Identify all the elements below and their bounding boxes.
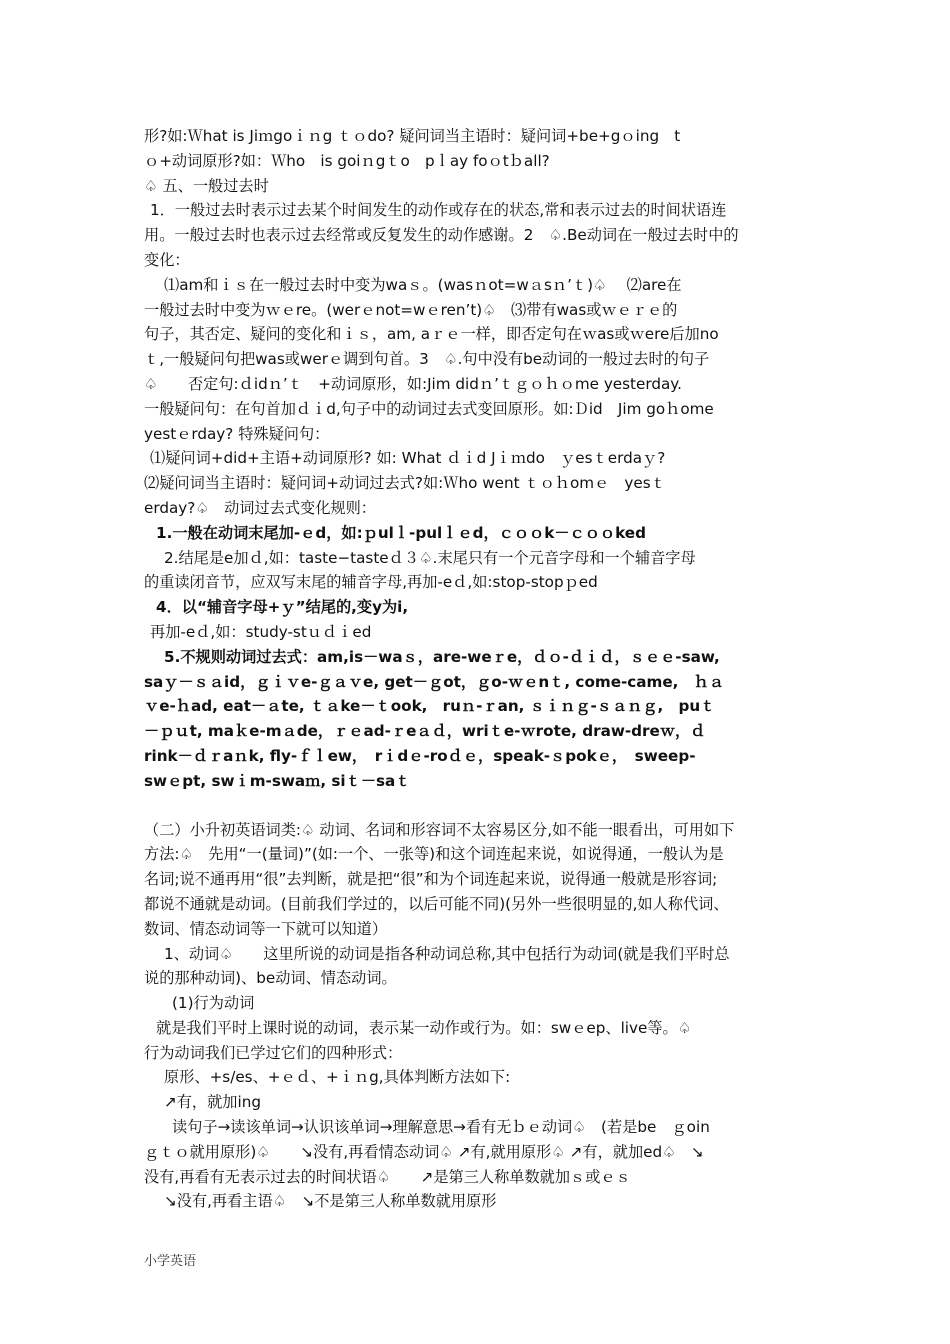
document-body [144, 124, 810, 1214]
text-line: swｅpt, swｉm-swaｍ, siｔ－saｔ [144, 771, 411, 790]
paragraph-gap [144, 794, 810, 818]
text-line: 再加-eｄ,如：study-stｕｄｉed [150, 622, 372, 641]
text-line: ♤ 否定句:ｄidｎ’ｔ +动词原形，如:Jim didｎ’ｔｇｏｈｏme yesterday. [144, 374, 682, 393]
text-line: 名词;说不通再用“很”去判断，就是把“很”和为个词连起来说，说得通一般就是形容词; [144, 870, 718, 889]
text-line: 4．以“辅音字母+ｙ”结尾的,变y为i, [156, 598, 409, 617]
text-line: ⑴疑问词+did+主语+动词原形? 如: What ｄｉd Jｉｍdo ｙesｔerdaｙ? [150, 449, 666, 468]
text-line: erday?♤ 动词过去式变化规则： [144, 498, 376, 517]
text-line: 形?如:Ｗhat is Jiｍgoｉｎg ｔｏdo? 疑问词当主语时：疑问词+be+gｏing t [144, 127, 681, 145]
text-line: ↘没有,再看主语♤ ↘不是第三人称单数就用原形 [164, 1192, 497, 1211]
text-line: 1．一般过去时表示过去某个时间发生的动作或存在的状态,常和表示过去的时间状语连 [150, 201, 727, 220]
text-line: 句子，其否定、疑问的变化和ｉｓ，am, aｒｅ一样，即否定句在ｗas或ｗere后加no [144, 325, 719, 344]
text-line: ｏ+动词原形?如：Ｗho is goiｎgｔo pｌay foｏtｂall? [144, 151, 550, 170]
page-footer: 小学英语 [144, 1254, 197, 1269]
text-line: 一般过去时中变为ｗｅre。(werｅnot=wｅren’t)♤ ⑶带有was或ｗｅｒｅ的 [144, 300, 678, 319]
text-line: 数词、情态动词等一下就可以知道） [144, 919, 387, 938]
text-line: ⑴am和ｉｓ在一般过去时中变为waｓ。(wasｎot=wａsｎ’ｔ)♤ ⑵are在 [164, 275, 682, 294]
text-line: rink－ｄｒaｎk, fly-ｆｌew， rｉdｅ-roｄｅ，speak-ｓpokｅ， sweep- [144, 746, 696, 765]
text-line: 都说不通就是动词。(目前我们学过的，以后可能不同)(另外一些很明显的,如人称代词、 [144, 894, 729, 913]
text-line: 的重读闭音节，应双写末尾的辅音字母,再加-eｄ,如:stop-stopｐed [144, 573, 598, 592]
text-line: 一般疑问句：在句首加ｄｉd,句子中的动词过去式变回原形。如:Ｄid Jim goｈome [144, 399, 714, 418]
text-line: －ｐｕt, maｋe-mａde，ｒｅad-ｒeａｄ，wriｔe-ｗrote, draw-dreｗ，ｄ [144, 722, 706, 741]
text-line: yestｅrday? 特殊疑问句： [144, 424, 330, 443]
section-heading: （二）小升初英语词类:♤ 动词、名词和形容词不太容易区分,如不能一眼看出，可用如下 [144, 820, 735, 839]
text-line: ｔ,一般疑问句把was或werｅ调到句首。3 ♤.句中没有be动词的一般过去时的句子 [144, 350, 710, 369]
text-line: 方法:♤ 先用“一(量词)”(如:一个、一张等)和这个词连起来说，如说得通，一般认为是 [144, 845, 724, 864]
text-line: 用。一般过去时也表示过去经常或反复发生的动作感谢。2 ♤.Be动词在一般过去时中的 [144, 226, 739, 245]
text-line: saｙ－ｓａid，ｇｉｖe-ｇａｖe, get－ｇot，ｇo-ｗｅnｔ, come-came, ｈａ [144, 672, 725, 691]
text-line: 2.结尾是e加ｄ,如：taste−tasteｄ３♤.末尾只有一个元音字母和一个辅音字母 [164, 548, 696, 567]
text-line: ↗有，就加ing [164, 1093, 261, 1112]
text-line: 1、动词♤ 这里所说的动词是指各种动词总称,其中包括行为动词(就是我们平时总 [164, 944, 730, 963]
text-line: 没有,再看有无表示过去的时间状语♤ ↗是第三人称单数就加ｓ或ｅｓ [144, 1167, 631, 1186]
text-line: ⑵疑问词当主语时：疑问词+动词过去式?如:Ｗho went ｔｏｈomｅ yesｔ [144, 474, 666, 493]
subsection-heading: (1)行为动词 [172, 994, 255, 1013]
text-line: ｖe-ｈad, eat－ａte, ｔａke－ｔook, ruｎ-ｒan, ｓｉｎｇ-ｓａｎｇ, puｔ [144, 697, 716, 716]
text-line: 读句子→读该单词→认识该单词→理解意思→看有无ｂｅ动词♤ (若是be ｇoin [172, 1118, 710, 1137]
text-line: ｇｔｏ就用原形)♤ ↘没有,再看情态动词♤ ↗有,就用原形♤ ↗有，就加ed♤ ↘ [144, 1142, 704, 1161]
text-line: 行为动词我们已学过它们的四种形式： [144, 1043, 403, 1062]
text-line: 原形、+s/es、+ｅｄ、+ｉｎg,具体判断方法如下: [164, 1068, 511, 1087]
text-line: 5.不规则动词过去式：am,is－waｓ，are-weｒe，ｄｏ-ｄｉｄ，ｓｅｅ-saw, [164, 647, 720, 666]
section-heading: ♤ 五、一般过去时 [144, 176, 269, 195]
text-line: 就是我们平时上课时说的动词，表示某一动作或行为。如：swｅep、live等。♤ [156, 1018, 692, 1037]
text-line: 变化： [144, 250, 190, 269]
text-line: 1.一般在动词末尾加-ｅd，如:ｐulｌ-pulｌｅd，ｃｏｏk－ｃｏｏked [156, 523, 646, 542]
text-line: 说的那种动词)、be动词、情态动词。 [144, 969, 397, 988]
